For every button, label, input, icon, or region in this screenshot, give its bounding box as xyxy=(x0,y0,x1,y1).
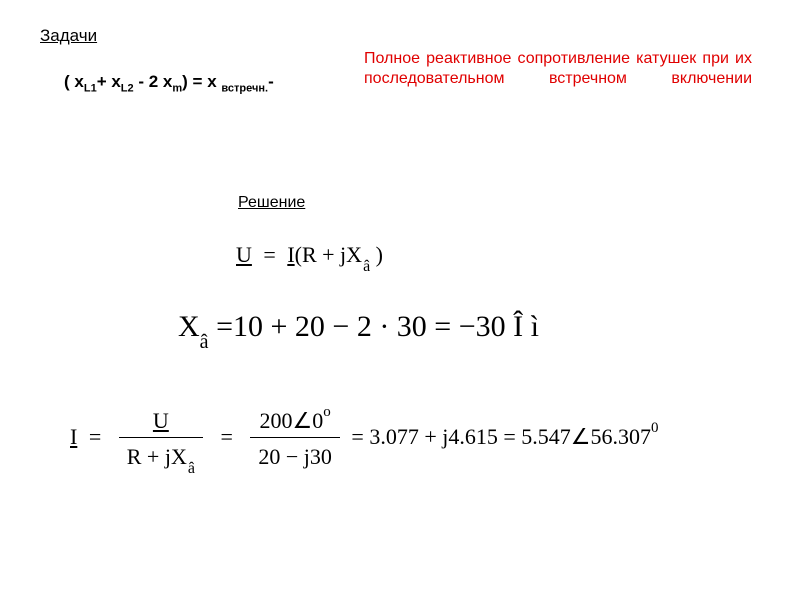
equals-sign: = xyxy=(220,424,233,450)
section-heading: Задачи xyxy=(40,26,98,45)
formula-reactance xyxy=(64,72,274,94)
fraction-numeric xyxy=(250,404,340,470)
fraction-u-over-z xyxy=(119,408,203,477)
denominator xyxy=(119,438,203,477)
impedance-expr: R + jX xyxy=(126,444,187,469)
voltage-phasor: 200∠0 xyxy=(259,408,324,433)
numerator xyxy=(250,404,340,438)
phasor-i: I xyxy=(287,242,295,267)
phasor-u: U xyxy=(236,242,252,267)
subscript-m: m xyxy=(172,82,183,95)
subscript-vstrechn: встречн. xyxy=(221,82,269,95)
equals-sign: = xyxy=(263,242,276,267)
denominator xyxy=(250,438,340,470)
formula-dash: - xyxy=(268,72,274,91)
equals-sign: = xyxy=(88,424,102,450)
x-symbol: X xyxy=(178,310,200,343)
formula-part: - 2 x xyxy=(133,72,173,91)
impedance-expr: (R + jX xyxy=(294,242,363,267)
close-paren: ) xyxy=(375,242,383,267)
equation-ohm-law xyxy=(236,242,383,275)
equation-current xyxy=(70,404,659,477)
impedance-value: 20 − j30 xyxy=(258,444,332,469)
solution-heading: Решение xyxy=(238,194,306,211)
subscript-l2: L2 xyxy=(120,82,134,95)
formula-part: + x xyxy=(96,72,121,91)
numerator xyxy=(119,408,203,438)
formula-part: ( x xyxy=(64,72,84,91)
formula-part: ) = x xyxy=(182,72,217,91)
phasor-i: I xyxy=(70,424,78,450)
subscript-l1: L1 xyxy=(83,82,97,95)
unit-ohm: Î ì xyxy=(513,310,539,343)
degree-sup: o xyxy=(323,404,331,420)
reactance-calc: =10 + 20 − 2 · 30 = −30 xyxy=(216,310,506,343)
subscript-hat: â xyxy=(187,460,195,477)
subscript-hat: â xyxy=(363,258,371,275)
degree-sup: 0 xyxy=(650,420,659,437)
phasor-u: U xyxy=(152,408,169,433)
current-result: = 3.077 + j4.615 = 5.547∠56.307 xyxy=(351,424,651,450)
equation-reactance-value xyxy=(178,310,539,353)
subscript-hat: â xyxy=(199,331,209,353)
description-text: Полное реактивное сопротивление катушек при их последовательном встречном включении xyxy=(364,50,752,87)
